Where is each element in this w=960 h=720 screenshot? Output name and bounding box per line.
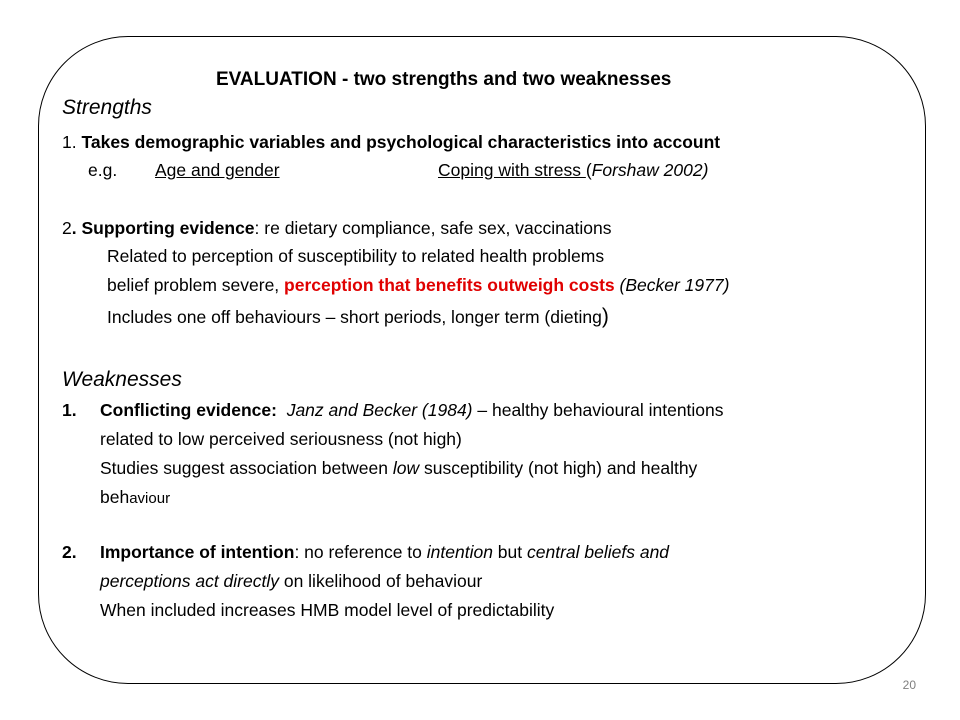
weakness-2-line2 [100,569,482,593]
benefits-outweigh-costs: perception that benefits outweigh costs [284,275,615,295]
strength-2-text: : re dietary compliance, safe sex, vaccinations [254,218,612,238]
strength-1 [62,130,720,154]
forshaw-citation: Forshaw 2002) [591,160,709,180]
strengths-heading: Strengths [62,96,152,119]
becker-citation: (Becker 1977) [614,275,730,295]
weakness-2-intention: intention [426,542,493,562]
strength-1-number: 1. [62,132,82,152]
strength-2-line3 [107,273,729,297]
weakness-2-label: Importance of intention [100,542,295,562]
weakness-2-line2-post: on likelihood of behaviour [278,571,483,591]
strength-2-line2: Related to perception of susceptibility to related health problems [107,246,605,266]
strength-2-label: . Supporting evidence [71,218,255,238]
strength-2-line3-pre: belief problem severe, [107,275,285,295]
example-coping [438,158,708,182]
weakness-2-text-b: but [492,542,527,562]
weakness-1-text: – healthy behavioural intentions [472,400,724,420]
page-number: 20 [902,678,916,692]
strength-1-examples [88,158,117,182]
weaknesses-heading: Weaknesses [62,368,182,391]
cite-open: ( [585,160,592,180]
weakness-2-line3: When included increases HMB model level of predictability [100,600,555,620]
example-coping-text: Coping with stress [438,160,586,180]
weakness-1-line4 [100,485,170,511]
strength-1-text: Takes demographic variables and psychological characteristics into account [81,132,721,152]
weakness-2-number: 2. [62,542,77,562]
weakness-1-line4-b: aviour [129,490,171,507]
weakness-1-line4-a: beh [100,487,130,507]
strength-2-line4-end: ) [601,305,609,328]
weakness-1-label: Conflicting evidence: [100,400,277,420]
janz-becker-citation: Janz and Becker (1984) [286,400,473,420]
weakness-1 [62,398,724,422]
weakness-1-low: low [392,458,420,478]
weakness-2-central-beliefs: central beliefs and [527,542,670,562]
weakness-2-perceptions: perceptions act directly [100,571,279,591]
strength-2 [62,216,612,240]
example-age-gender: Age and gender [155,160,280,180]
strength-2-line4 [107,305,609,329]
weakness-1-line3 [100,456,697,480]
weakness-1-number: 1. [62,400,77,420]
slide-title: EVALUATION - two strengths and two weaknesses [216,69,672,90]
strength-2-line4-text: Includes one off behaviours – short periods, longer term (dieting [107,307,602,327]
weakness-2 [62,540,669,564]
strength-2-number: 2 [62,218,72,238]
eg-label: e.g. [88,160,118,180]
weakness-1-line2: related to low perceived seriousness (not high) [100,429,462,449]
weakness-2-text-a: : no reference to [294,542,427,562]
weakness-1-line3-pre: Studies suggest association between [100,458,393,478]
weakness-1-line3-post: susceptibility (not high) and healthy [419,458,698,478]
